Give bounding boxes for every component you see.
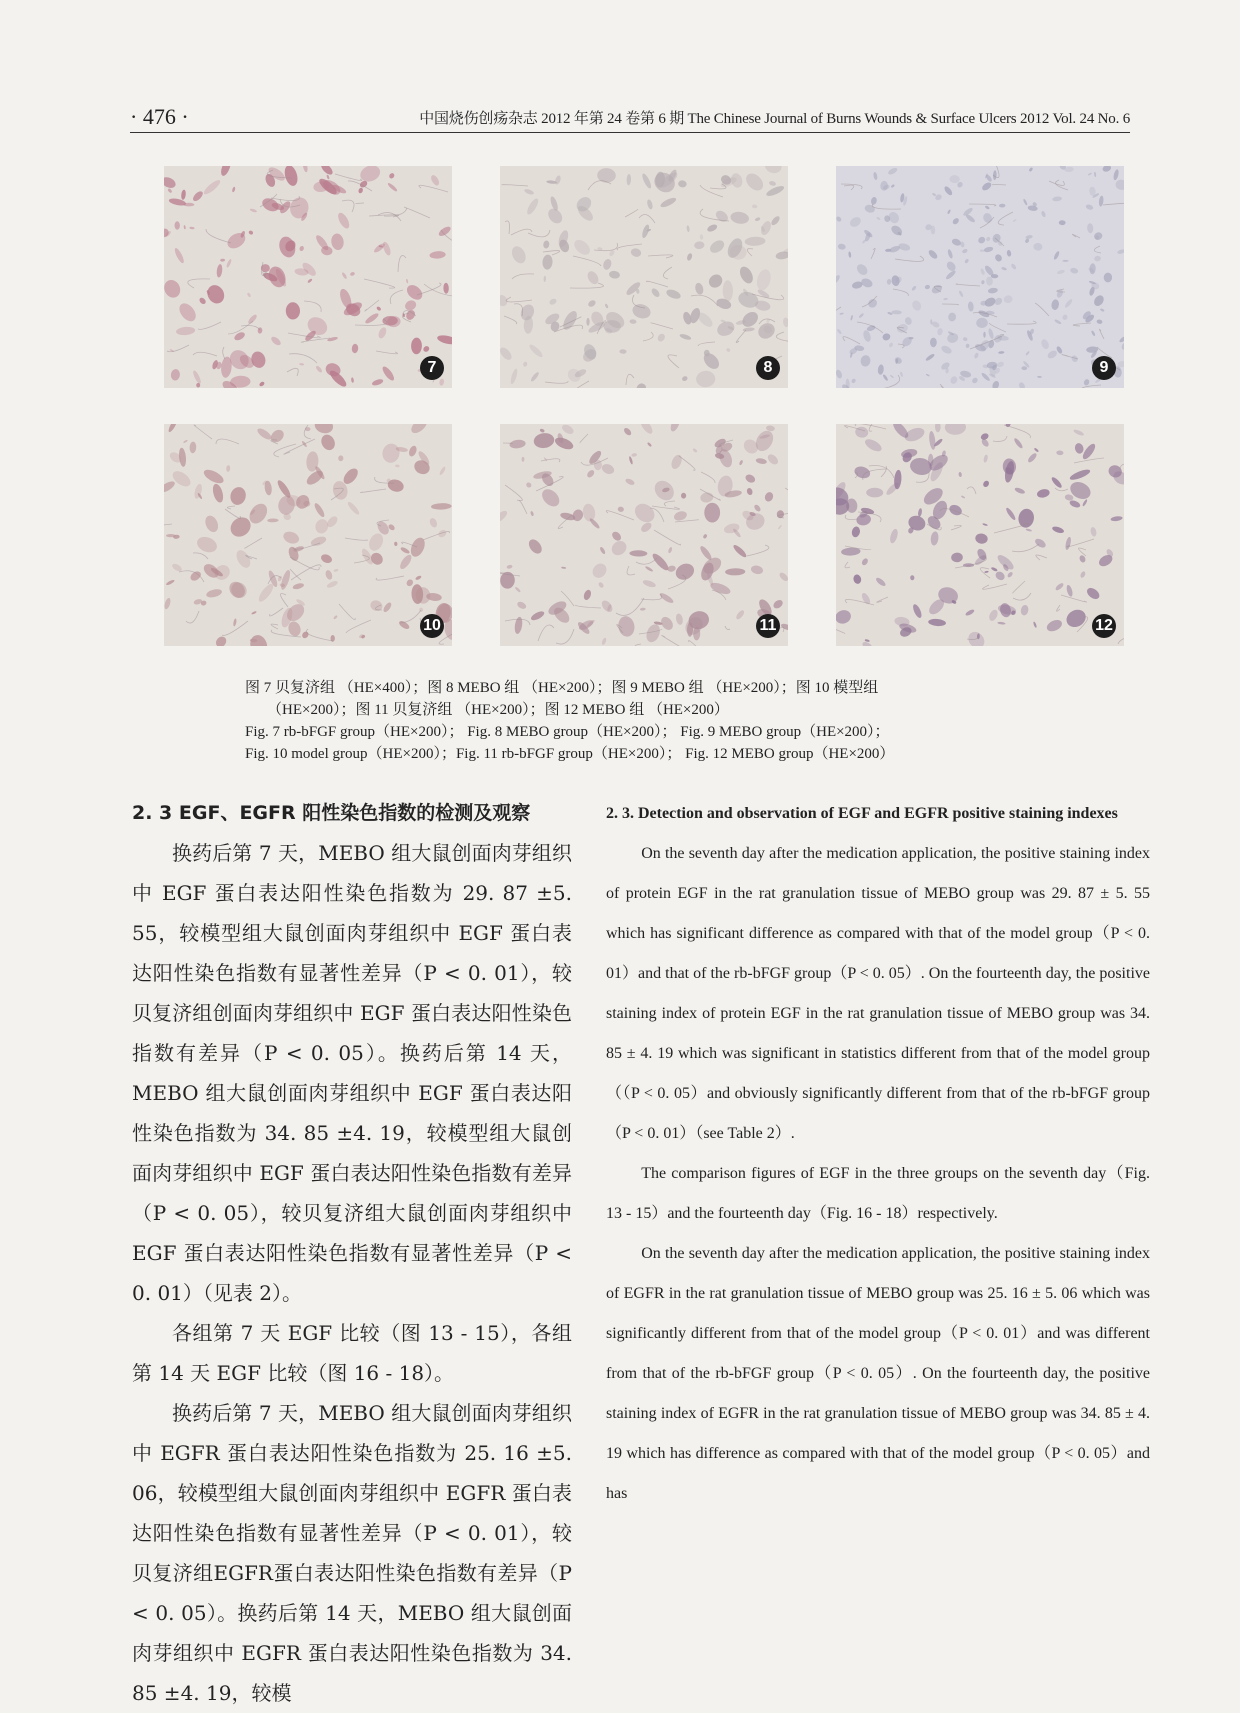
paragraph-cn-3: 换药后第 7 天，MEBO 组大鼠创面肉芽组织中 EGFR 蛋白表达阳性染色指数为 25. 16 ±5. 06，较模型组大鼠创面肉芽组织中 EGFR 蛋白表达阳性染色指数有显著性差异（P < 0. 01），较贝复济组EGFR蛋白表达阳性染色指数有差异（P < 0. 05）。换药后第 14 天，MEBO 组大鼠创面肉芽组织中 EGFR 蛋白表达阳性染色指数为 34. 85 ±4. 19，较模 bbox=[132, 1401, 572, 1705]
caption-cn-line-1: 图 7 贝复济组 （HE×400）；图 8 MEBO 组 （HE×200）；图 9 MEBO 组 （HE×200）；图 10 模型组 bbox=[245, 680, 879, 696]
micrograph-texture bbox=[500, 424, 788, 646]
paragraph-en-2: The comparison figures of EGF in the three groups on the seventh day（Fig. 13 - 15）and the fourteenth day（Fig. 16 - 18）respectively. bbox=[606, 1165, 1150, 1222]
figure-9-label: 9 bbox=[1092, 356, 1116, 380]
caption-cn-line-2: （HE×200）；图 11 贝复济组 （HE×200）；图 12 MEBO 组 （HE×200） bbox=[267, 702, 729, 718]
section-heading-en: 2. 3. Detection and observation of EGF and EGFR positive staining indexes bbox=[606, 805, 1118, 822]
figure-8-micrograph bbox=[500, 166, 788, 388]
paragraph-cn-2: 各组第 7 天 EGF 比较（图 13 - 15），各组第 14 天 EGF 比较（图 16 - 18）。 bbox=[132, 1321, 572, 1385]
caption-en-line-1: Fig. 7 rb-bFGF group（HE×200）； Fig. 8 MEBO group（HE×200）； Fig. 9 MEBO group（HE×200）； bbox=[245, 724, 890, 740]
paragraph-cn-1: 换药后第 7 天，MEBO 组大鼠创面肉芽组织中 EGF 蛋白表达阳性染色指数为 29. 87 ±5. 55，较模型组大鼠创面肉芽组织中 EGF 蛋白表达阳性染色指数有显著性差异（P < 0. 01），较贝复济组创面肉芽组织中 EGF 蛋白表达阳性染色指数有差异（P < 0. 05）。换药后第 14 天，MEBO 组大鼠创面肉芽组织中 EGF 蛋白表达阳性染色指数为 34. 85 ±4. 19，较模型组大鼠创面肉芽组织中 EGF 蛋白表达阳性染色指数有差异（P < 0. 05），较贝复济组大鼠创面肉芽组织中 EGF 蛋白表达阳性染色指数有显著性差异（P < 0. 01）（见表 2）。 bbox=[132, 841, 572, 1305]
figure-10-label: 10 bbox=[420, 614, 444, 638]
figure-10-micrograph bbox=[164, 424, 452, 646]
figure-7-micrograph bbox=[164, 166, 452, 388]
figure-captions bbox=[245, 677, 1065, 765]
figure-9-micrograph bbox=[836, 166, 1124, 388]
journal-running-head: 中国烧伤创疡杂志 2012 年第 24 卷第 6 期 The Chinese Journal of Burns Wounds & Surface Ulcers 2012 Vol. 24 No. 6 bbox=[419, 111, 1130, 127]
chinese-text-column bbox=[132, 793, 572, 1713]
english-text-column bbox=[606, 800, 1150, 1514]
micrograph-texture bbox=[836, 166, 1124, 388]
micrograph-texture bbox=[836, 424, 1124, 646]
micrograph-texture bbox=[164, 424, 452, 646]
running-header bbox=[130, 104, 1130, 133]
caption-en-line-2: Fig. 10 model group（HE×200）；Fig. 11 rb-bFGF group（HE×200）； Fig. 12 MEBO group（HE×200） bbox=[245, 746, 895, 762]
figure-11-label: 11 bbox=[756, 614, 780, 638]
figure-8-label: 8 bbox=[756, 356, 780, 380]
figure-7-label: 7 bbox=[420, 356, 444, 380]
figure-11-micrograph bbox=[500, 424, 788, 646]
paragraph-en-1: On the seventh day after the medication application, the positive staining index of protein EGF in the rat granulation tissue of MEBO group was 29. 87 ± 5. 55 which has significant difference as compared with that of the model group（P < 0. 01）and that of the rb-bFGF group（P < 0. 05）. On the fourteenth day, the positive staining index of protein EGF in the rat granulation tissue of MEBO group was 34. 85 ± 4. 19 which was significant in statistics different from that of the model group（（P < 0. 05）and obviously significantly different from that of the rb-bFGF group（P < 0. 01）（see Table 2）. bbox=[606, 845, 1150, 1142]
figure-12-micrograph bbox=[836, 424, 1124, 646]
section-heading-cn: 2. 3 EGF、EGFR 阳性染色指数的检测及观察 bbox=[132, 802, 531, 824]
figure-12-label: 12 bbox=[1092, 614, 1116, 638]
paragraph-en-3: On the seventh day after the medication application, the positive staining index of EGFR in the rat granulation tissue of MEBO group was 25. 16 ± 5. 06 which was significantly different from that of the model group（P < 0. 01）and was different from that of the rb-bFGF group（P < 0. 05）. On the fourteenth day, the positive staining index of EGFR in the rat granulation tissue of MEBO group was 34. 85 ± 4. 19 which has difference as compared with that of the model group（P < 0. 05）and has bbox=[606, 1245, 1150, 1502]
micrograph-texture bbox=[500, 166, 788, 388]
micrograph-texture bbox=[164, 166, 452, 388]
page-number: · 476 · bbox=[130, 104, 189, 129]
